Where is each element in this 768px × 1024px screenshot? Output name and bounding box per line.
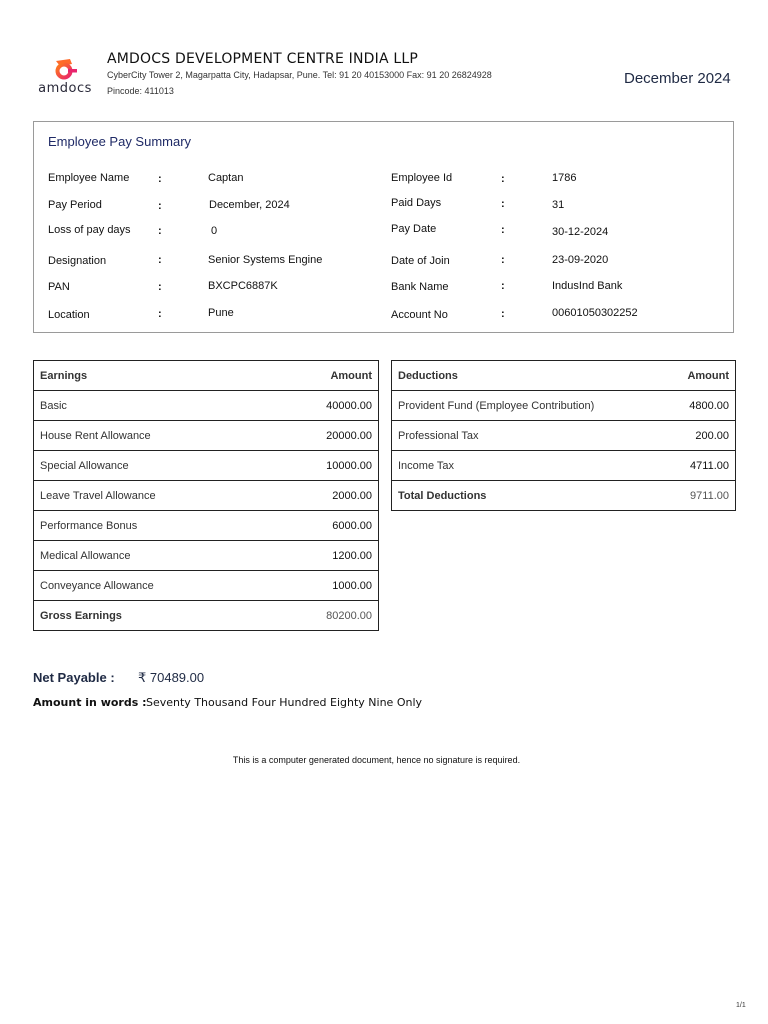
table-header-row (34, 361, 379, 391)
earning-label: Leave Travel Allowance (34, 481, 299, 511)
total-deductions-amount: 9711.00 (656, 481, 736, 511)
amdocs-logo-icon (30, 55, 100, 81)
pan-label: PAN (48, 281, 70, 293)
pay-period-value: December, 2024 (209, 199, 290, 211)
colon: : (158, 254, 162, 266)
table-row (34, 571, 379, 601)
date-of-join-label: Date of Join (391, 255, 450, 267)
colon: : (501, 198, 505, 210)
table-row (34, 481, 379, 511)
earning-amount: 2000.00 (299, 481, 379, 511)
paid-days-value: 31 (552, 199, 565, 211)
earning-label: Medical Allowance (34, 541, 299, 571)
gross-earnings-label: Gross Earnings (34, 601, 299, 631)
colon: : (501, 254, 505, 266)
date-of-join-value: 23-09-2020 (552, 254, 609, 266)
loss-of-pay-days-label: Loss of pay days (48, 224, 131, 236)
deduction-amount: 4711.00 (656, 451, 736, 481)
employee-name-value: Captan (208, 172, 244, 184)
colon: : (158, 281, 162, 293)
amount-header: Amount (299, 361, 379, 391)
net-payable-label: Net Payable : (33, 670, 115, 685)
company-address: CyberCity Tower 2, Magarpatta City, Hadapsar, Pune. Tel: 91 20 40153000 Fax: 91 20 26824928 (107, 70, 492, 80)
earning-amount: 10000.00 (299, 451, 379, 481)
pay-month-heading: December 2024 (624, 70, 731, 87)
company-pincode: Pincode: 411013 (107, 86, 174, 96)
loss-of-pay-days-value: 0 (211, 225, 218, 237)
colon: : (501, 280, 505, 292)
table-row (392, 451, 736, 481)
deduction-label: Professional Tax (392, 421, 656, 451)
table-header-row (392, 361, 736, 391)
employee-name-label: Employee Name (48, 172, 130, 184)
deductions-header: Deductions (392, 361, 656, 391)
designation-label: Designation (48, 255, 107, 267)
bank-name-value: IndusInd Bank (552, 280, 623, 292)
colon: : (158, 200, 162, 212)
page-number: 1/1 (736, 1002, 746, 1009)
earning-label: Basic (34, 391, 299, 421)
colon: : (501, 308, 505, 320)
amount-in-words-label: Amount in words : (33, 696, 147, 709)
gross-earnings-amount: 80200.00 (299, 601, 379, 631)
company-name: AMDOCS DEVELOPMENT CENTRE INDIA LLP (107, 51, 419, 67)
account-no-label: Account No (391, 309, 448, 321)
employee-pay-summary (33, 121, 734, 333)
earning-amount: 6000.00 (299, 511, 379, 541)
deduction-amount: 4800.00 (656, 391, 736, 421)
pan-value: BXCPC6887K (208, 280, 278, 292)
net-payable-value: ₹ 70489.00 (138, 670, 205, 685)
total-deductions-row (392, 481, 736, 511)
company-logo (30, 55, 100, 100)
table-row (34, 421, 379, 451)
pay-period-label: Pay Period (48, 199, 102, 211)
earning-label: Conveyance Allowance (34, 571, 299, 601)
total-deductions-label: Total Deductions (392, 481, 656, 511)
pay-date-label: Pay Date (391, 223, 437, 235)
earning-label: Performance Bonus (34, 511, 299, 541)
deductions-table (391, 360, 736, 511)
amount-in-words-value: Seventy Thousand Four Hundred Eighty Nine Only (146, 696, 423, 709)
earning-amount: 40000.00 (299, 391, 379, 421)
computer-generated-note: This is a computer generated document, hence no signature is required. (232, 755, 521, 765)
earning-amount: 1200.00 (299, 541, 379, 571)
earning-label: Special Allowance (34, 451, 299, 481)
table-row (34, 451, 379, 481)
employee-id-label: Employee Id (391, 172, 453, 184)
table-row (392, 421, 736, 451)
earning-amount: 20000.00 (299, 421, 379, 451)
logo-wordmark: amdocs (38, 81, 92, 96)
earning-amount: 1000.00 (299, 571, 379, 601)
deduction-amount: 200.00 (656, 421, 736, 451)
colon: : (501, 224, 505, 236)
table-row (34, 391, 379, 421)
summary-title: Employee Pay Summary (48, 134, 192, 149)
colon: : (158, 308, 162, 320)
table-row (34, 511, 379, 541)
designation-value: Senior Systems Engine (208, 254, 323, 266)
bank-name-label: Bank Name (391, 281, 449, 293)
location-value: Pune (208, 307, 234, 319)
colon: : (158, 225, 162, 237)
deduction-label: Provident Fund (Employee Contribution) (392, 391, 656, 421)
amount-header: Amount (656, 361, 736, 391)
location-label: Location (48, 309, 90, 321)
table-row (34, 541, 379, 571)
pay-date-value: 30-12-2024 (552, 226, 609, 238)
earning-label: House Rent Allowance (34, 421, 299, 451)
table-row (392, 391, 736, 421)
gross-earnings-row (34, 601, 379, 631)
earnings-table (33, 360, 379, 631)
earnings-header: Earnings (34, 361, 299, 391)
paid-days-label: Paid Days (391, 197, 442, 209)
employee-id-value: 1786 (552, 172, 577, 184)
deduction-label: Income Tax (392, 451, 656, 481)
colon: : (158, 173, 162, 185)
colon: : (501, 173, 505, 185)
account-no-value: 00601050302252 (552, 307, 638, 319)
